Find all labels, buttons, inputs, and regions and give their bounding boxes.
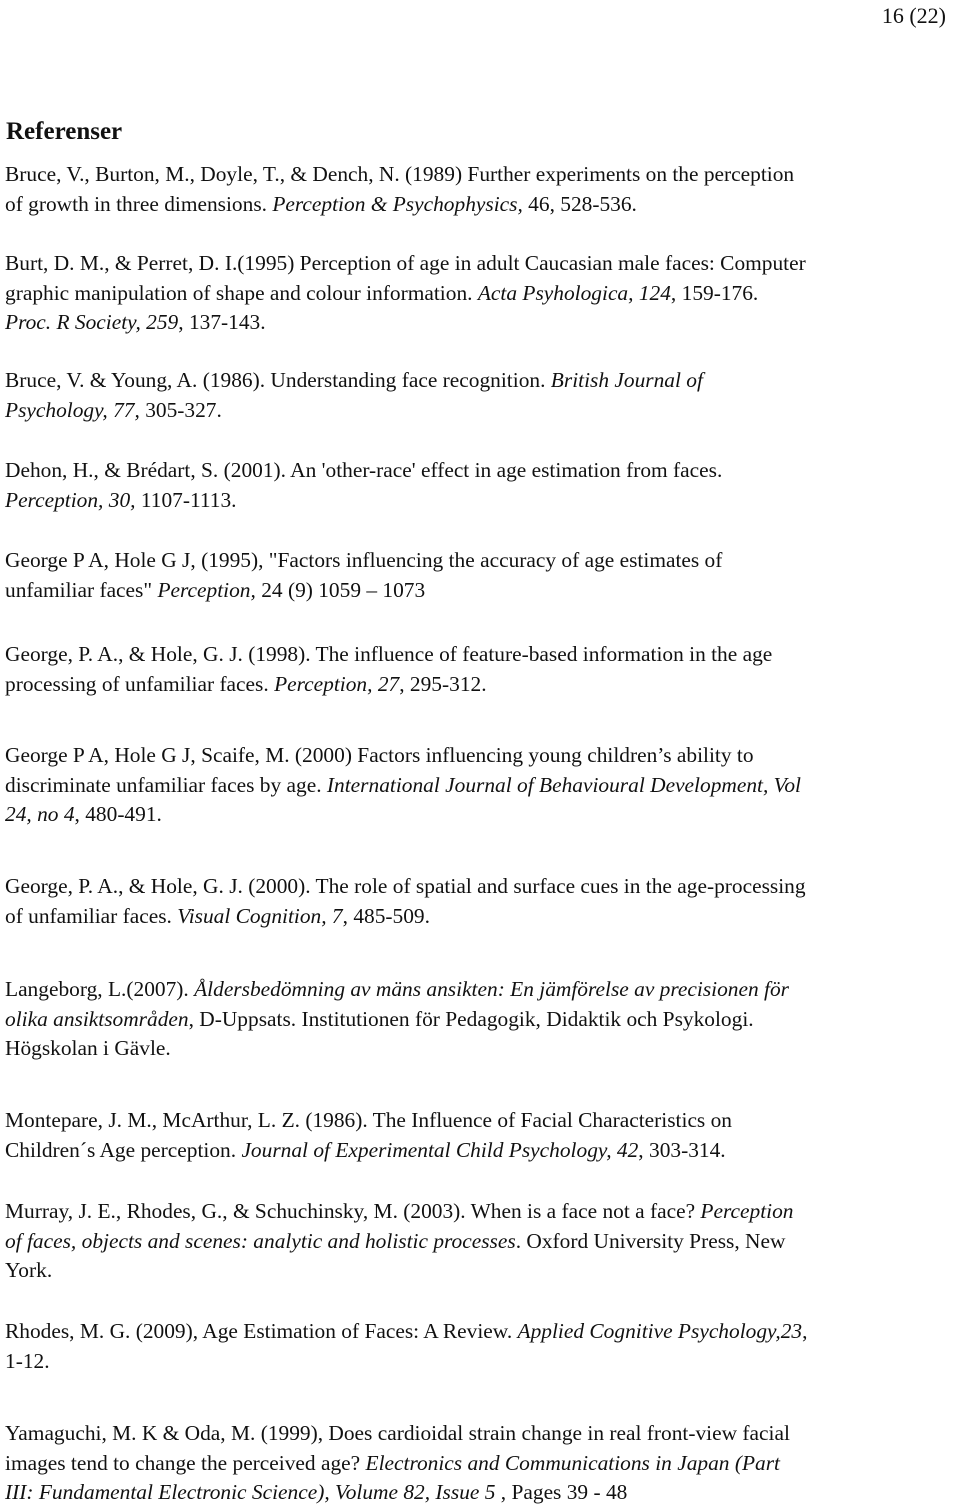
reference-line <box>5 1317 957 1347</box>
reference-line <box>5 1419 957 1449</box>
reference-text: graphic manipulation of shape and colour information. <box>5 280 478 305</box>
reference-text: , D-Uppsats. Institutionen för Pedagogik, Didaktik och Psykologi. <box>188 1006 754 1031</box>
reference-text: of growth in three dimensions. <box>5 191 273 216</box>
reference-text: George, P. A., & Hole, G. J. (2000). The role of spatial and surface cues in the age-processing <box>5 874 806 898</box>
reference-italic-text: Applied Cognitive Psychology,23 <box>517 1319 803 1343</box>
reference-entry <box>5 249 957 338</box>
reference-line <box>5 1106 957 1136</box>
reference-italic-text: Electronics and Communications in Japan (Part <box>365 1450 780 1475</box>
reference-text: , 480-491. <box>74 802 162 826</box>
reference-text: Burt, D. M., & Perret, D. I.(1995) Perception of age in adult Caucasian male faces: Computer <box>5 251 806 275</box>
reference-entry <box>5 1317 957 1376</box>
reference-line <box>5 975 957 1005</box>
reference-line <box>5 190 957 220</box>
reference-line <box>5 249 957 279</box>
reference-text: 305-327. <box>139 397 222 422</box>
reference-line <box>5 1136 957 1166</box>
reference-italic-text: III: Fundamental Electronic Science), Volume 82, Issue 5 <box>5 1480 496 1504</box>
reference-line <box>5 1005 957 1035</box>
reference-text: Dehon, H., & Brédart, S. (2001). An 'other-race' effect in age estimation from faces. <box>5 458 723 482</box>
reference-italic-text: Visual Cognition, 7 <box>177 903 343 928</box>
reference-entry <box>5 1419 957 1508</box>
reference-italic-text: Psychology, 77, <box>5 397 140 422</box>
reference-italic-text: of faces, objects and scenes: analytic and holistic processes <box>5 1228 516 1253</box>
reference-text: Bruce, V. & Young, A. (1986). Understanding face recognition. <box>5 368 551 392</box>
reference-entry <box>5 366 957 425</box>
reference-line <box>5 456 957 486</box>
reference-text: unfamiliar faces" <box>5 577 158 602</box>
reference-text: George P A, Hole G J, (1995), "Factors influencing the accuracy of age estimates of <box>5 548 723 572</box>
reference-text: , 485-509. <box>342 903 430 928</box>
reference-line <box>5 1256 957 1286</box>
reference-text: York. <box>5 1258 53 1282</box>
reference-line <box>5 576 957 606</box>
reference-text: 1107-1113. <box>135 487 237 512</box>
reference-italic-text: Perception <box>700 1199 794 1223</box>
reference-line <box>5 1449 957 1479</box>
reference-line <box>5 546 957 576</box>
reference-line <box>5 1034 957 1064</box>
reference-italic-text: Perception, 30, <box>5 487 136 512</box>
reference-entry <box>5 872 957 931</box>
reference-italic-text: Perception, <box>157 577 256 602</box>
reference-italic-text: Perception & Psychophysics, <box>272 191 523 216</box>
reference-text: of unfamiliar faces. <box>5 903 178 928</box>
reference-entry <box>5 160 957 219</box>
reference-line <box>5 670 957 700</box>
reference-text: Montepare, J. M., McArthur, L. Z. (1986). The Influence of Facial Characteristics on <box>5 1108 732 1132</box>
reference-line <box>5 800 957 830</box>
reference-italic-text: Proc. R Society, 259 <box>5 310 179 334</box>
reference-entry <box>5 546 957 605</box>
reference-entry <box>5 456 957 515</box>
page-number: 16 (22) <box>881 3 946 28</box>
reference-text: 46, 528-536. <box>522 191 637 216</box>
reference-text: discriminate unfamiliar faces by age. <box>5 772 327 797</box>
reference-line <box>5 1347 957 1377</box>
reference-line <box>5 279 957 309</box>
reference-text: Children´s Age perception. <box>5 1137 242 1162</box>
reference-entry <box>5 741 957 830</box>
reference-line <box>5 872 957 902</box>
reference-italic-text: International Journal of Behavioural Development, Vol <box>326 772 801 797</box>
reference-line <box>5 640 957 670</box>
reference-line <box>5 308 957 338</box>
reference-text: , 303-314. <box>638 1137 726 1162</box>
reference-line <box>5 396 957 426</box>
reference-text: processing of unfamiliar faces. <box>5 671 275 696</box>
reference-text: , 159-176. <box>670 280 759 305</box>
reference-text: Bruce, V., Burton, M., Doyle, T., & Dench, N. (1989) Further experiments on the perception <box>5 162 795 186</box>
reference-entry <box>5 975 957 1064</box>
reference-line <box>5 902 957 932</box>
reference-line <box>5 366 957 396</box>
reference-italic-text: Journal of Experimental Child Psychology, 42 <box>241 1137 639 1162</box>
reference-line <box>5 160 957 190</box>
reference-line <box>5 1227 957 1257</box>
reference-italic-text: Perception, 27 <box>274 671 400 696</box>
reference-italic-text: olika ansiktsområden <box>5 1006 189 1031</box>
reference-text: George P A, Hole G J, Scaife, M. (2000) Factors influencing young children’s ability to <box>5 743 754 767</box>
reference-italic-text: British Journal of <box>550 368 703 392</box>
reference-text: , Pages 39 - 48 <box>495 1480 628 1504</box>
reference-text: , 137-143. <box>178 310 266 334</box>
reference-text: George, P. A., & Hole, G. J. (1998). The influence of feature-based information in the age <box>5 642 773 666</box>
reference-line <box>5 741 957 771</box>
reference-text: , 295-312. <box>399 671 487 696</box>
reference-entry <box>5 640 957 699</box>
reference-italic-text: 24, no 4 <box>5 802 75 826</box>
reference-text: Rhodes, M. G. (2009), Age Estimation of Faces: A Review. <box>5 1319 518 1343</box>
reference-text: 24 (9) 1059 – 1073 <box>255 577 426 602</box>
reference-line <box>5 1478 957 1508</box>
reference-text: Yamaguchi, M. K & Oda, M. (1999), Does cardioidal strain change in real front-view facial <box>5 1421 790 1445</box>
reference-text: Högskolan i Gävle. <box>5 1036 171 1060</box>
references-heading: Referenser <box>6 118 123 145</box>
reference-text: images tend to change the perceived age? <box>5 1450 366 1475</box>
reference-text: . Oxford University Press, New <box>515 1228 786 1253</box>
reference-line <box>5 1197 957 1227</box>
reference-text: Murray, J. E., Rhodes, G., & Schuchinsky, M. (2003). When is a face not a face? <box>5 1199 701 1223</box>
reference-entry <box>5 1106 957 1165</box>
reference-text: , <box>802 1319 808 1343</box>
reference-line <box>5 486 957 516</box>
reference-entry <box>5 1197 957 1286</box>
reference-italic-text: Acta Psyhologica, 124 <box>477 280 671 305</box>
reference-line <box>5 771 957 801</box>
reference-text: 1-12. <box>5 1348 50 1373</box>
reference-italic-text: Åldersbedömning av mäns ansikten: En jämförelse av precisionen för <box>194 977 789 1001</box>
reference-text: Langeborg, L.(2007). <box>5 977 195 1001</box>
